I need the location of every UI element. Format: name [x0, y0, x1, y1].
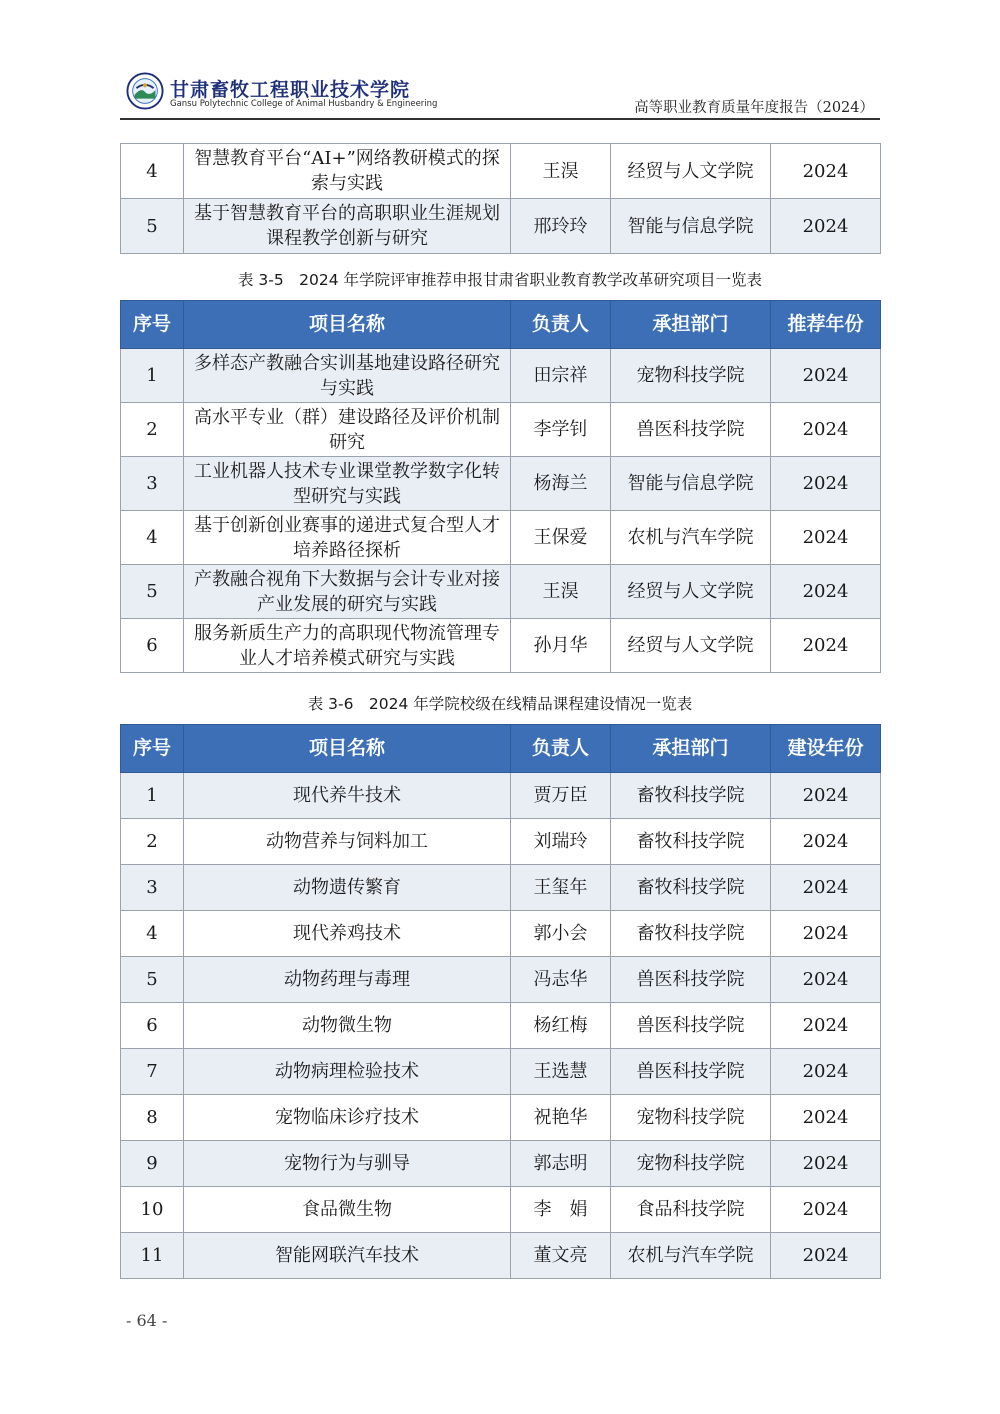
- table-3-5-caption: 表 3-5 2024 年学院评审推荐申报甘肃省职业教育教学改革研究项目一览表: [237, 271, 763, 289]
- leader-name: 刘瑞玲: [511, 819, 611, 865]
- year: 2024: [771, 199, 881, 254]
- leader-name: 孙月华: [511, 619, 611, 673]
- year: 2024: [771, 1233, 881, 1279]
- col-header-number: 序号: [121, 725, 184, 773]
- course-name: 现代养牛技术: [184, 773, 511, 819]
- course-name: 现代养鸡技术: [184, 911, 511, 957]
- project-name: 产教融合视角下大数据与会计专业对接产业发展的研究与实践: [184, 565, 511, 619]
- leader-name: 田宗祥: [511, 349, 611, 403]
- year: 2024: [771, 349, 881, 403]
- department: 宠物科技学院: [611, 1095, 771, 1141]
- table-row: [121, 349, 881, 403]
- table-row: [121, 403, 881, 457]
- project-name: 服务新质生产力的高职现代物流管理专业人才培养模式研究与实践: [184, 619, 511, 673]
- table-header-row: [121, 725, 881, 773]
- department: 畜牧科技学院: [611, 865, 771, 911]
- leader-name: 杨红梅: [511, 1003, 611, 1049]
- department: 经贸与人文学院: [611, 619, 771, 673]
- course-name: 智能网联汽车技术: [184, 1233, 511, 1279]
- col-header-year: 建设年份: [771, 725, 881, 773]
- department: 经贸与人文学院: [611, 565, 771, 619]
- course-name: 动物营养与饲料加工: [184, 819, 511, 865]
- course-name: 食品微生物: [184, 1187, 511, 1233]
- table-3-6: [120, 724, 881, 1279]
- row-number: 1: [121, 773, 184, 819]
- row-number: 2: [121, 819, 184, 865]
- table-row: [121, 1095, 881, 1141]
- project-name: 高水平专业（群）建设路径及评价机制研究: [184, 403, 511, 457]
- year: 2024: [771, 1187, 881, 1233]
- row-number: 11: [121, 1233, 184, 1279]
- year: 2024: [771, 403, 881, 457]
- department: 农机与汽车学院: [611, 511, 771, 565]
- row-number: 1: [121, 349, 184, 403]
- department: 经贸与人文学院: [611, 144, 771, 199]
- table-row: [121, 144, 881, 199]
- leader-name: 贾万臣: [511, 773, 611, 819]
- table-row: [121, 1003, 881, 1049]
- leader-name: 杨海兰: [511, 457, 611, 511]
- year: 2024: [771, 1049, 881, 1095]
- leader-name: 李 娟: [511, 1187, 611, 1233]
- header-divider: [120, 118, 880, 120]
- course-name: 宠物临床诊疗技术: [184, 1095, 511, 1141]
- row-number: 5: [121, 199, 184, 254]
- table-row: [121, 1187, 881, 1233]
- year: 2024: [771, 457, 881, 511]
- row-number: 4: [121, 911, 184, 957]
- course-name: 动物微生物: [184, 1003, 511, 1049]
- project-name: 多样态产教融合实训基地建设路径研究与实践: [184, 349, 511, 403]
- department: 畜牧科技学院: [611, 773, 771, 819]
- row-number: 2: [121, 403, 184, 457]
- course-name: 宠物行为与驯导: [184, 1141, 511, 1187]
- year: 2024: [771, 1003, 881, 1049]
- school-name-en: Gansu Polytechnic College of Animal Husbandry & Engineering: [170, 99, 438, 109]
- project-name: 智慧教育平台“AI+”网络教研模式的探索与实践: [184, 144, 511, 199]
- row-number: 10: [121, 1187, 184, 1233]
- report-title: 高等职业教育质量年度报告（2024）: [634, 100, 874, 116]
- col-header-project: 项目名称: [184, 301, 511, 349]
- year: 2024: [771, 819, 881, 865]
- table-row: [121, 199, 881, 254]
- col-header-leader: 负责人: [511, 301, 611, 349]
- year: 2024: [771, 619, 881, 673]
- table-row: [121, 1141, 881, 1187]
- leader-name: 王淏: [511, 565, 611, 619]
- department: 兽医科技学院: [611, 1049, 771, 1095]
- col-header-leader: 负责人: [511, 725, 611, 773]
- row-number: 6: [121, 1003, 184, 1049]
- year: 2024: [771, 773, 881, 819]
- course-name: 动物病理检验技术: [184, 1049, 511, 1095]
- page-header: [120, 66, 880, 118]
- row-number: 3: [121, 457, 184, 511]
- college-logo-icon: [126, 72, 164, 110]
- row-number: 6: [121, 619, 184, 673]
- row-number: 4: [121, 144, 184, 199]
- leader-name: 祝艳华: [511, 1095, 611, 1141]
- department: 兽医科技学院: [611, 403, 771, 457]
- table-row: [121, 1233, 881, 1279]
- table-3-6-caption: 表 3-6 2024 年学院校级在线精品课程建设情况一览表: [307, 695, 693, 713]
- leader-name: 邢玲玲: [511, 199, 611, 254]
- year: 2024: [771, 511, 881, 565]
- leader-name: 郭小会: [511, 911, 611, 957]
- row-number: 9: [121, 1141, 184, 1187]
- row-number: 7: [121, 1049, 184, 1095]
- leader-name: 王淏: [511, 144, 611, 199]
- leader-name: 冯志华: [511, 957, 611, 1003]
- leader-name: 王保爱: [511, 511, 611, 565]
- row-number: 5: [121, 565, 184, 619]
- table-row: [121, 911, 881, 957]
- leader-name: 郭志明: [511, 1141, 611, 1187]
- row-number: 5: [121, 957, 184, 1003]
- project-name: 基于智慧教育平台的高职职业生涯规划课程教学创新与研究: [184, 199, 511, 254]
- department: 兽医科技学院: [611, 1003, 771, 1049]
- department: 农机与汽车学院: [611, 1233, 771, 1279]
- year: 2024: [771, 1095, 881, 1141]
- col-header-department: 承担部门: [611, 301, 771, 349]
- leader-name: 王选慧: [511, 1049, 611, 1095]
- department: 智能与信息学院: [611, 199, 771, 254]
- project-name: 基于创新创业赛事的递进式复合型人才培养路径探析: [184, 511, 511, 565]
- department: 食品科技学院: [611, 1187, 771, 1233]
- table-row: [121, 565, 881, 619]
- table-row: [121, 619, 881, 673]
- course-name: 动物遗传繁育: [184, 865, 511, 911]
- course-name: 动物药理与毒理: [184, 957, 511, 1003]
- table-row: [121, 957, 881, 1003]
- year: 2024: [771, 911, 881, 957]
- row-number: 4: [121, 511, 184, 565]
- col-header-number: 序号: [121, 301, 184, 349]
- leader-name: 王玺年: [511, 865, 611, 911]
- table-header-row: [121, 301, 881, 349]
- table-row: [121, 1049, 881, 1095]
- year: 2024: [771, 144, 881, 199]
- table-row: [121, 511, 881, 565]
- department: 畜牧科技学院: [611, 911, 771, 957]
- school-name-cn: 甘肃畜牧工程职业技术学院: [170, 79, 411, 101]
- page-number: - 64 -: [126, 1311, 168, 1330]
- year: 2024: [771, 957, 881, 1003]
- department: 兽医科技学院: [611, 957, 771, 1003]
- department: 畜牧科技学院: [611, 819, 771, 865]
- table-row: [121, 773, 881, 819]
- table-row: [121, 819, 881, 865]
- col-header-year: 推荐年份: [771, 301, 881, 349]
- table-row: [121, 457, 881, 511]
- row-number: 8: [121, 1095, 184, 1141]
- continued-table: [120, 143, 881, 254]
- table-row: [121, 865, 881, 911]
- year: 2024: [771, 1141, 881, 1187]
- col-header-project: 项目名称: [184, 725, 511, 773]
- leader-name: 董文亮: [511, 1233, 611, 1279]
- department: 智能与信息学院: [611, 457, 771, 511]
- col-header-department: 承担部门: [611, 725, 771, 773]
- project-name: 工业机器人技术专业课堂教学数字化转型研究与实践: [184, 457, 511, 511]
- row-number: 3: [121, 865, 184, 911]
- leader-name: 李学钊: [511, 403, 611, 457]
- department: 宠物科技学院: [611, 349, 771, 403]
- table-3-5: [120, 300, 881, 673]
- year: 2024: [771, 865, 881, 911]
- department: 宠物科技学院: [611, 1141, 771, 1187]
- year: 2024: [771, 565, 881, 619]
